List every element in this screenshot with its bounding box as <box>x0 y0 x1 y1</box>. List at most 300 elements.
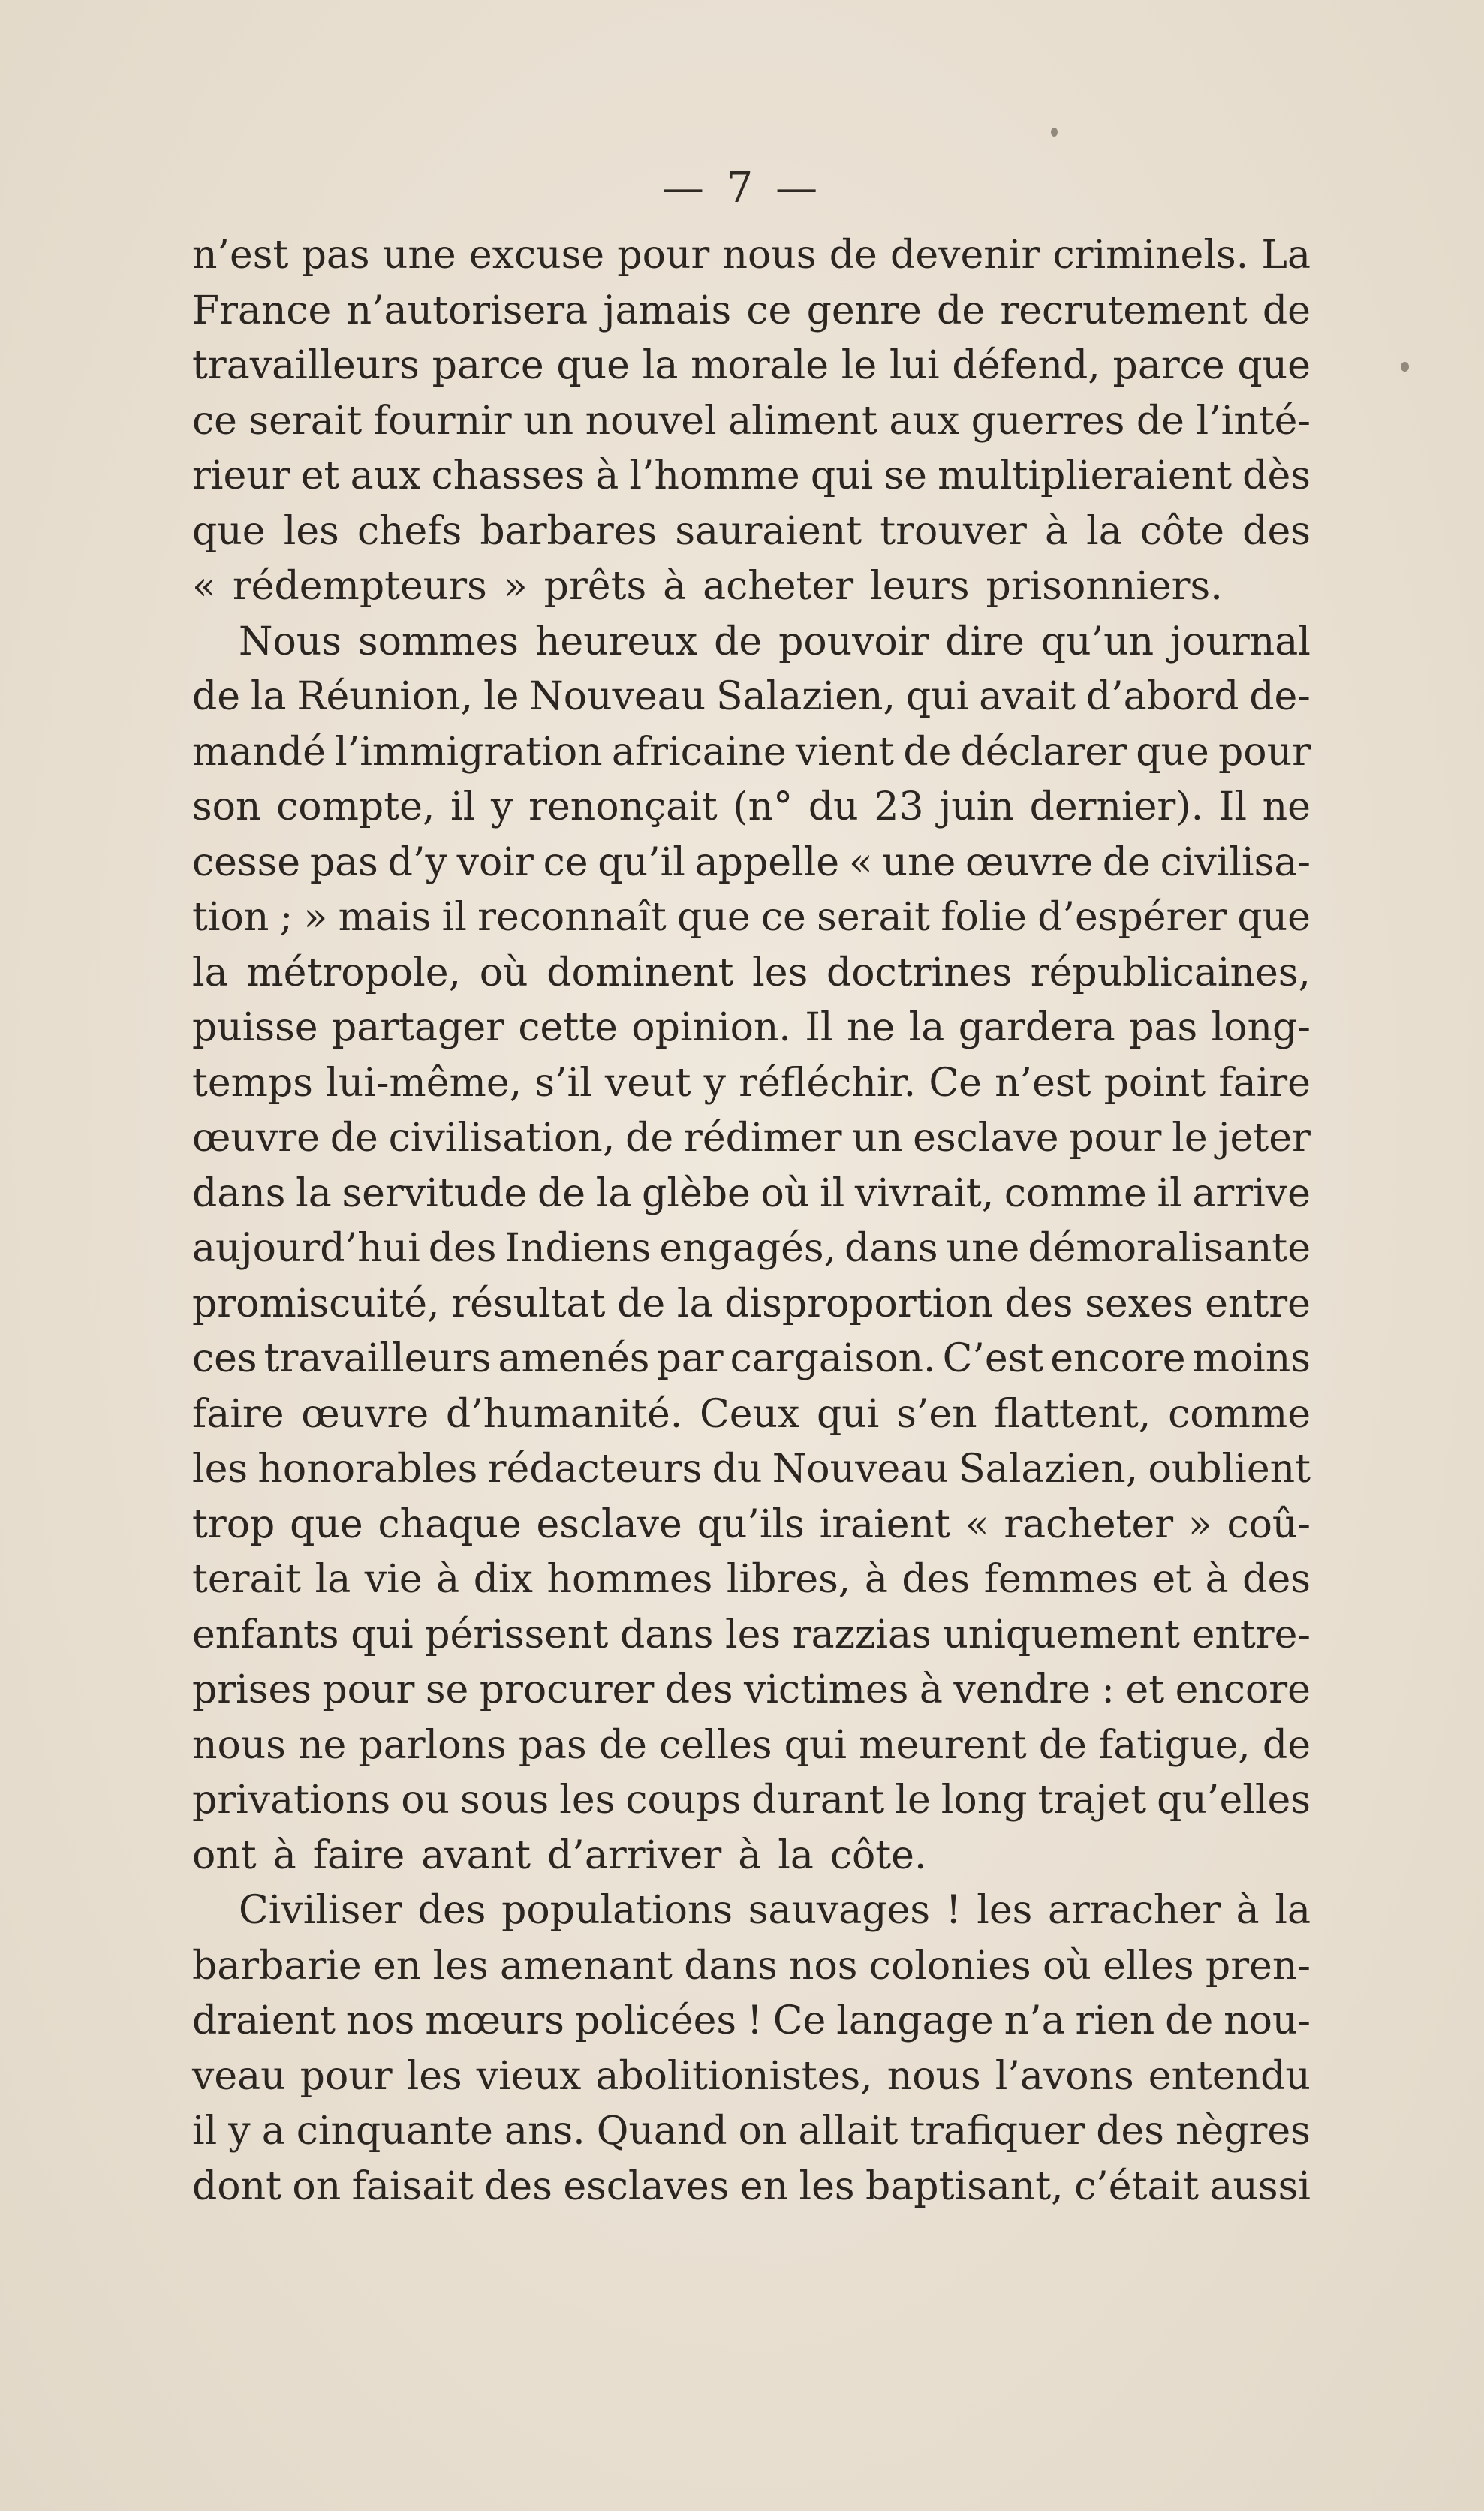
text-word: les <box>559 1778 616 1823</box>
text-line <box>192 1663 1311 1718</box>
text-word: qui <box>810 453 874 498</box>
text-word: trouver <box>880 508 1027 554</box>
text-word: on <box>292 2163 342 2209</box>
text-word: aussi <box>1209 2163 1311 2209</box>
text-word: nous <box>886 2053 981 2099</box>
text-word: que <box>1136 729 1209 775</box>
text-word: terait <box>192 1557 302 1602</box>
text-word: disproportion <box>724 1281 994 1326</box>
text-word: de <box>937 288 986 333</box>
text-word: à <box>663 564 687 609</box>
text-word: à <box>1236 1888 1260 1933</box>
text-word: c’était <box>1074 2163 1199 2209</box>
text-word: nos <box>345 1998 415 2043</box>
text-word: Quand <box>596 2109 727 2154</box>
text-word: travailleurs <box>192 343 420 388</box>
text-word: prisonniers. <box>986 564 1223 609</box>
text-word: le <box>1172 1115 1208 1161</box>
text-word: œuvre <box>965 839 1093 885</box>
text-word: glèbe <box>642 1170 751 1216</box>
text-word: » <box>303 895 328 940</box>
text-word: lui <box>889 343 940 388</box>
text-line <box>192 890 1311 946</box>
text-word: des <box>1242 508 1311 554</box>
text-word: de <box>330 1115 378 1161</box>
text-word: ces <box>192 1336 257 1381</box>
text-line <box>192 1056 1311 1112</box>
text-word: qu’un <box>1040 619 1154 664</box>
text-word: n’a <box>1004 1998 1065 2043</box>
text-word: elles <box>1103 1943 1194 1989</box>
text-word: amenés <box>498 1336 650 1381</box>
text-word: a <box>261 2109 285 2154</box>
text-word: dans <box>192 1170 286 1216</box>
text-word: (n° <box>733 784 793 829</box>
text-word: La <box>1261 233 1311 278</box>
text-word: la <box>192 950 228 995</box>
text-word: à <box>738 1832 762 1878</box>
text-word: folie <box>941 895 1027 940</box>
text-word: vivrait, <box>854 1170 995 1216</box>
text-word: pas <box>518 1722 587 1768</box>
text-word: colonies <box>868 1943 1031 1989</box>
text-word: reconnaît <box>477 895 667 940</box>
text-word: y <box>703 1060 727 1106</box>
text-line <box>192 1387 1311 1443</box>
text-line <box>192 780 1311 835</box>
text-word: les <box>192 1447 248 1492</box>
text-word: ans. <box>504 2109 585 2154</box>
text-word: qui <box>351 1612 414 1657</box>
text-word: servitude <box>342 1170 528 1216</box>
text-line <box>192 1829 1311 1884</box>
text-word: pour <box>1069 1115 1162 1161</box>
text-word: œuvre <box>301 1391 429 1437</box>
text-word: que <box>290 1501 363 1547</box>
text-word: ce <box>746 288 792 333</box>
text-word: à <box>436 1557 460 1602</box>
text-word: d’humanité. <box>445 1391 683 1437</box>
text-word: » <box>1188 1501 1212 1547</box>
text-word: coups <box>625 1778 742 1823</box>
text-word: et <box>300 453 340 498</box>
text-word: de <box>829 233 877 278</box>
text-word: républicaines, <box>1030 950 1311 995</box>
text-word: arracher <box>1048 1888 1221 1933</box>
text-word: promiscuité, <box>192 1281 440 1326</box>
text-word: cargaison. <box>730 1336 936 1381</box>
text-word: chasses <box>431 453 585 498</box>
text-word: ce <box>543 839 588 885</box>
text-word: Ceux <box>699 1391 800 1437</box>
text-word: se <box>425 1667 469 1712</box>
text-word: y <box>228 2109 251 2154</box>
text-word: aujourd’hui <box>192 1226 420 1271</box>
text-word: chaque <box>378 1501 522 1547</box>
text-word: sous <box>460 1778 549 1823</box>
text-word: que <box>1237 343 1311 388</box>
text-word: déclarer <box>960 729 1127 775</box>
text-word: côte. <box>829 1832 927 1878</box>
text-word: la <box>1086 508 1122 554</box>
text-line <box>192 835 1311 891</box>
text-word: leurs <box>870 564 970 609</box>
text-word: renonçait <box>528 784 718 829</box>
text-word: baptisant, <box>865 2163 1064 2209</box>
text-word: la <box>908 1005 945 1050</box>
text-word: rien <box>1075 1998 1155 2043</box>
text-word: racheter <box>1004 1501 1174 1547</box>
text-word: Salazien, <box>716 674 896 719</box>
text-word: criminels. <box>1052 233 1249 278</box>
text-word: jeter <box>1218 1115 1311 1161</box>
text-word: parce <box>432 343 544 388</box>
text-word: la <box>315 1557 351 1602</box>
text-word: démoralisante <box>1028 1226 1311 1271</box>
text-word: il <box>192 2109 218 2154</box>
text-line <box>192 1883 1311 1939</box>
text-line <box>192 1221 1311 1277</box>
text-line <box>192 1608 1311 1663</box>
text-word: à <box>272 1832 296 1878</box>
text-word: acheter <box>703 564 854 609</box>
text-word: des <box>1096 2109 1164 2154</box>
text-word: métropole, <box>246 950 462 995</box>
text-word: journal <box>1170 619 1311 664</box>
text-line <box>192 1277 1311 1332</box>
text-word: long- <box>1211 1005 1311 1050</box>
text-word: une <box>382 233 456 278</box>
text-word: défend, <box>952 343 1100 388</box>
text-word: ont <box>192 1832 257 1878</box>
text-word: une <box>882 839 956 885</box>
text-word: rieur <box>192 453 290 498</box>
text-word: africaine <box>611 729 787 775</box>
text-word: mandé <box>192 729 326 775</box>
text-line <box>192 228 1311 284</box>
text-word: de <box>714 619 763 664</box>
text-word: s’il <box>534 1060 592 1106</box>
text-word: vendre <box>953 1667 1091 1712</box>
text-word: veut <box>604 1060 691 1106</box>
text-word: travailleurs <box>263 1336 492 1381</box>
text-line <box>192 1718 1311 1774</box>
text-word: de <box>192 674 241 719</box>
text-word: : <box>1101 1667 1115 1712</box>
text-word: esclave <box>536 1501 682 1547</box>
text-word: les <box>977 1888 1033 1933</box>
text-word: rédimer <box>684 1115 842 1161</box>
text-word: trafiquer <box>909 2109 1085 2154</box>
text-word: ce <box>760 895 806 940</box>
text-word: les <box>432 1943 489 1989</box>
text-word: ! <box>945 1888 962 1933</box>
text-word: excuse <box>468 233 605 278</box>
text-word: de <box>598 1722 647 1768</box>
text-word: le <box>483 674 519 719</box>
text-word: juin <box>939 784 1014 829</box>
text-word: son <box>192 784 261 829</box>
text-word: d’y <box>387 839 447 885</box>
text-line <box>192 2049 1311 2105</box>
text-word: durant <box>751 1778 885 1823</box>
text-word: la <box>778 1832 814 1878</box>
text-word: de <box>1102 839 1151 885</box>
text-line <box>192 725 1311 781</box>
paper-speck <box>1051 128 1058 137</box>
text-word: nos <box>788 1943 858 1989</box>
text-word: de <box>903 729 952 775</box>
text-word: et <box>1125 1667 1165 1712</box>
text-word: celles <box>658 1722 772 1768</box>
text-word: encore <box>1050 1336 1186 1381</box>
text-word: entendu <box>1148 2053 1311 2099</box>
text-word: ! <box>746 1998 763 2043</box>
text-word: le <box>841 343 877 388</box>
text-word: appelle <box>694 839 840 885</box>
text-word: honorables <box>257 1447 478 1492</box>
text-word: se <box>883 453 927 498</box>
text-word: des <box>902 1557 971 1602</box>
text-word: du <box>712 1447 763 1492</box>
text-word: ne <box>298 1722 347 1768</box>
text-word: l’homme <box>629 453 800 498</box>
text-word: l’immigration <box>335 729 603 775</box>
text-word: jamais <box>603 288 732 333</box>
text-word: dominent <box>546 950 734 995</box>
text-word: prises <box>192 1667 312 1712</box>
text-word: la <box>250 674 287 719</box>
text-word: iraient <box>819 1501 950 1547</box>
text-word: des <box>664 1667 733 1712</box>
text-word: abolitionistes, <box>595 2053 873 2099</box>
text-word: qu’il <box>598 839 685 885</box>
text-word: d’abord <box>1085 674 1239 719</box>
text-word: temps <box>192 1060 313 1106</box>
text-word: il <box>819 1170 845 1216</box>
text-line <box>192 1552 1311 1608</box>
text-word: Il <box>1218 784 1247 829</box>
text-word: uniquement <box>943 1612 1180 1657</box>
text-word: pas <box>1129 1005 1198 1050</box>
text-word: entre- <box>1191 1612 1311 1657</box>
text-word: aux <box>350 453 421 498</box>
text-word: allait <box>798 2109 899 2154</box>
paper-speck <box>1401 362 1409 372</box>
text-word: entre <box>1205 1281 1311 1326</box>
text-word: pour <box>617 233 710 278</box>
text-word: dix <box>473 1557 533 1602</box>
text-word: à <box>864 1557 888 1602</box>
text-word: à <box>595 453 619 498</box>
text-word: « <box>192 564 216 609</box>
text-word: par <box>656 1336 724 1381</box>
text-word: de <box>1038 1722 1087 1768</box>
text-word: des <box>1004 1281 1073 1326</box>
text-word: ne <box>846 1005 896 1050</box>
text-word: mais <box>338 895 432 940</box>
text-word: des <box>484 2163 552 2209</box>
text-word: hommes <box>546 1557 713 1602</box>
text-word: engagés, <box>659 1226 837 1271</box>
text-word: les <box>283 508 339 554</box>
text-line <box>192 284 1311 339</box>
text-word: comme <box>1168 1391 1311 1437</box>
text-line <box>192 670 1311 725</box>
text-word: à <box>919 1667 943 1712</box>
text-word: meurent <box>859 1722 1027 1768</box>
text-word: Salazien, <box>959 1447 1139 1492</box>
text-word: Réunion, <box>296 674 474 719</box>
text-word: un <box>523 398 574 444</box>
text-word: la <box>595 1170 632 1216</box>
text-word: faisait <box>351 2163 474 2209</box>
text-word: lui-même, <box>326 1060 522 1106</box>
text-word: opinion. <box>631 1005 791 1050</box>
text-word: comme <box>1004 1170 1147 1216</box>
text-word: long <box>941 1778 1028 1823</box>
text-word: y <box>491 784 513 829</box>
text-word: de <box>1262 1722 1311 1768</box>
text-word: ; <box>279 895 293 940</box>
text-word: rédempteurs <box>232 564 487 609</box>
text-word: nous <box>722 233 817 278</box>
text-word: de <box>1136 398 1184 444</box>
text-word: moins <box>1192 1336 1311 1381</box>
text-word: Il <box>805 1005 833 1050</box>
text-word: recrutement <box>1000 288 1248 333</box>
text-word: avait <box>979 674 1076 719</box>
text-word: et <box>1152 1557 1192 1602</box>
text-word: ou <box>401 1778 450 1823</box>
text-word: l’avons <box>995 2053 1134 2099</box>
text-word: des <box>1242 1557 1311 1602</box>
text-word: trajet <box>1037 1778 1147 1823</box>
text-word: « <box>965 1501 989 1547</box>
text-word: aliment <box>728 398 877 444</box>
text-word: faire <box>1218 1060 1311 1106</box>
text-line <box>192 1773 1311 1829</box>
text-word: nous <box>192 1722 286 1768</box>
text-word: faire <box>312 1832 405 1878</box>
text-word: pren- <box>1205 1943 1311 1989</box>
text-word: pas <box>309 839 378 885</box>
text-word: puisse <box>192 1005 318 1050</box>
text-word: guerres <box>971 398 1125 444</box>
text-word: cesse <box>192 839 301 885</box>
text-word: dont <box>192 2163 281 2209</box>
text-word: France <box>192 288 332 333</box>
text-word: cette <box>518 1005 618 1050</box>
text-word: périssent <box>425 1612 609 1657</box>
text-word: qu’ils <box>697 1501 805 1547</box>
text-word: des <box>428 1226 497 1271</box>
page-number: — 7 — <box>661 164 823 212</box>
text-word: les <box>799 2163 855 2209</box>
text-word: esclave <box>913 1115 1059 1161</box>
text-word: côte <box>1139 508 1225 554</box>
text-word: flattent, <box>994 1391 1151 1437</box>
text-word: vient <box>795 729 895 775</box>
text-word: il <box>441 895 467 940</box>
text-word: 23 <box>874 784 924 829</box>
text-word: chefs <box>357 508 462 554</box>
text-word: gardera <box>958 1005 1115 1050</box>
text-word: doctrines <box>826 950 1013 995</box>
text-word: dès <box>1242 453 1311 498</box>
text-word: oublient <box>1148 1447 1311 1492</box>
text-word: procurer <box>479 1667 655 1712</box>
text-word: il <box>1157 1170 1182 1216</box>
text-word: serait <box>248 398 363 444</box>
text-word: Indiens <box>504 1226 652 1271</box>
text-word: pouvoir <box>778 619 929 664</box>
text-word: tion <box>192 895 269 940</box>
text-line <box>192 946 1311 1001</box>
text-word: femmes <box>983 1557 1139 1602</box>
text-word: sommes <box>357 619 519 664</box>
body-text <box>192 228 1311 2214</box>
text-word: serait <box>817 895 930 940</box>
text-word: sauraient <box>675 508 862 554</box>
text-word: que <box>556 343 630 388</box>
text-word: « <box>848 839 873 885</box>
text-word: Nous <box>239 619 342 664</box>
text-word: ce <box>192 398 237 444</box>
text-word: ne <box>1262 784 1311 829</box>
text-word: qui <box>905 674 969 719</box>
text-word: de- <box>1249 674 1311 719</box>
text-word: de <box>537 1170 586 1216</box>
text-word: un <box>852 1115 903 1161</box>
text-word: mœurs <box>425 1998 564 2043</box>
text-word: sexes <box>1085 1281 1194 1326</box>
text-word: de <box>617 1281 666 1326</box>
text-word: d’espérer <box>1037 895 1227 940</box>
text-line <box>192 339 1311 394</box>
text-word: les <box>752 950 808 995</box>
text-line <box>192 1332 1311 1387</box>
text-word: amenant <box>499 1943 673 1989</box>
text-word: il <box>450 784 476 829</box>
text-word: que <box>192 508 266 554</box>
text-word: œuvre <box>192 1115 320 1161</box>
text-word: dire <box>945 619 1025 664</box>
text-word: qui <box>784 1722 847 1768</box>
text-word: une <box>946 1226 1020 1271</box>
text-word: barbares <box>480 508 658 554</box>
text-word: Nouveau <box>529 674 706 719</box>
text-word: qu’elles <box>1157 1778 1311 1823</box>
text-word: aux <box>889 398 960 444</box>
text-word: fatigue, <box>1098 1722 1251 1768</box>
text-word: devenir <box>890 233 1040 278</box>
text-word: n’est <box>995 1060 1091 1106</box>
text-word: voir <box>456 839 534 885</box>
text-word: de <box>1165 1998 1214 2043</box>
text-word: les <box>725 1612 781 1657</box>
text-word: Ce <box>772 1998 826 2043</box>
text-line <box>192 1111 1311 1167</box>
text-word: partager <box>331 1005 504 1050</box>
text-word: multiplieraient <box>938 453 1233 498</box>
text-word: les <box>406 2053 462 2099</box>
text-word: n’autorisera <box>346 288 588 333</box>
text-word: razzias <box>792 1612 932 1657</box>
text-line <box>192 1442 1311 1498</box>
text-word: pour <box>1218 729 1311 775</box>
text-word: vie <box>364 1557 423 1602</box>
